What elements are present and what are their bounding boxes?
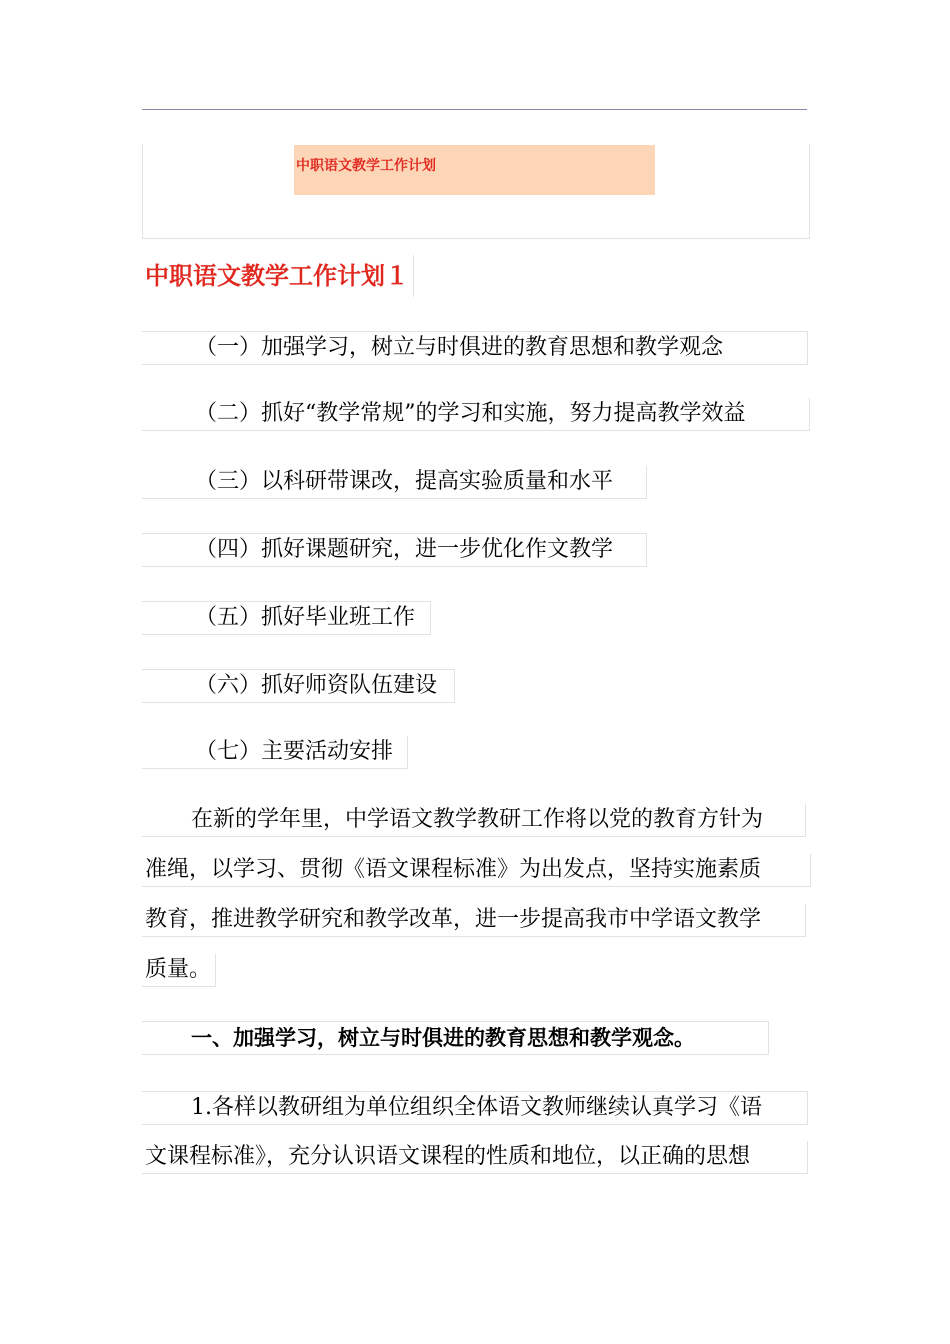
header-tag — [294, 145, 655, 195]
outline-item-1: （一）加强学习，树立与时俱进的教育思想和教学观念 — [142, 331, 808, 365]
outline-item-4: （四）抓好课题研究，进一步优化作文教学 — [142, 533, 647, 567]
outline-item-7: （七）主要活动安排 — [142, 736, 408, 769]
section1-para-line-1: 1.各样以教研组为单位组织全体语文教师继续认真学习《语 — [142, 1091, 808, 1125]
intro-line-3: 教育，推进教学研究和教学改革，进一步提高我市中学语文教学 — [142, 904, 806, 937]
outline-item-5: （五）抓好毕业班工作 — [142, 601, 431, 635]
outline-item-2: （二）抓好“教学常规”的学习和实施，努力提高教学效益 — [142, 398, 810, 431]
outline-item-6: （六）抓好师资队伍建设 — [142, 669, 455, 703]
document-title: 中职语文教学工作计划１ — [145, 255, 414, 297]
top-divider — [142, 109, 807, 110]
header-tag-text: 中职语文教学工作计划 — [296, 158, 436, 174]
intro-line-4: 质量。 — [142, 954, 216, 987]
section-heading-1: 一、加强学习，树立与时俱进的教育思想和教学观念。 — [142, 1021, 769, 1055]
intro-line-1: 在新的学年里，中学语文教学教研工作将以党的教育方针为 — [142, 804, 806, 837]
outline-item-3: （三）以科研带课改，提高实验质量和水平 — [142, 466, 647, 499]
intro-line-2: 准绳，以学习、贯彻《语文课程标准》为出发点，坚持实施素质 — [142, 854, 811, 887]
section1-para-line-2: 文课程标准》，充分认识语文课程的性质和地位，以正确的思想 — [142, 1141, 808, 1174]
